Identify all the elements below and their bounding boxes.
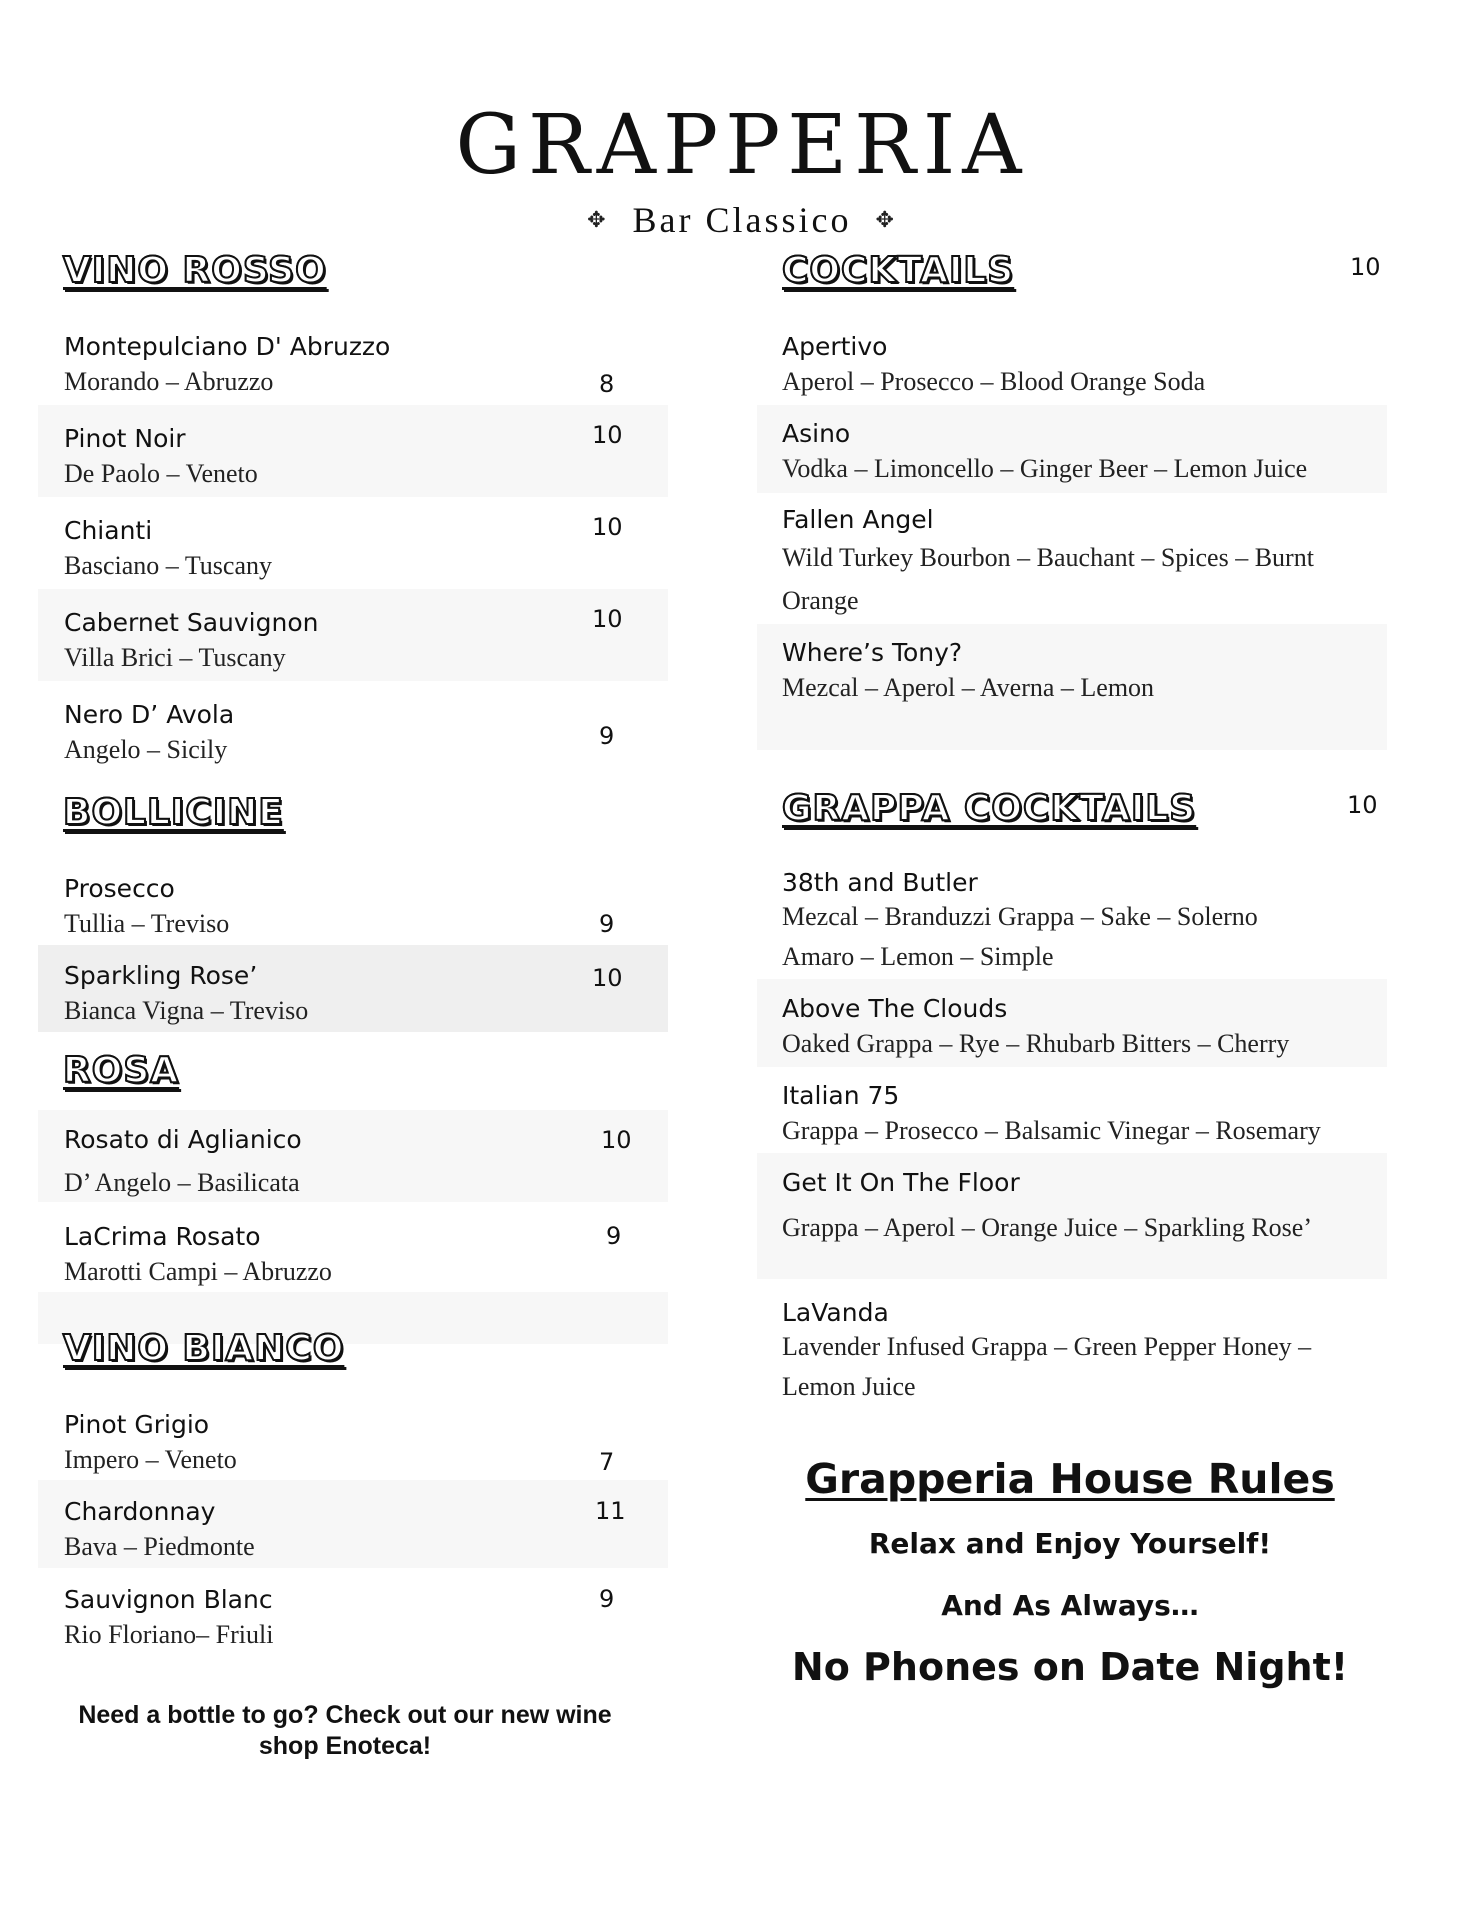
item-price: 9 [599, 722, 615, 750]
item-name: Get It On The Floor [782, 1168, 1020, 1197]
house-rules-line: And As Always… [941, 1589, 1199, 1622]
menu-item [64, 1497, 255, 1562]
menu-item [64, 700, 234, 765]
item-name: Sparkling Rose’ [64, 961, 258, 990]
house-rules-title: Grapperia House Rules [805, 1455, 1335, 1503]
item-ingredients: Lavender Infused Grappa – Green Pepper Honey – Lemon Juice [782, 1332, 1312, 1401]
item-origin: Bava – Piedmonte [64, 1532, 255, 1561]
menu-item [64, 1125, 302, 1198]
menu-item [64, 1585, 273, 1650]
ornament-left-icon: ✥ [587, 207, 609, 232]
wine-shop-note: Need a bottle to go? Check out our new wine shop Enoteca! [78, 1701, 612, 1760]
house-rules-line: Relax and Enjoy Yourself! [868, 1527, 1272, 1560]
house-rules-line: No Phones on Date Night! [791, 1645, 1349, 1689]
item-price: 9 [599, 910, 615, 938]
item-name: Nero D’ Avola [64, 700, 235, 729]
item-origin: Basciano – Tuscany [64, 551, 272, 580]
menu-item [64, 874, 229, 939]
menu-item [64, 1410, 237, 1475]
item-ingredients: Mezcal – Branduzzi Grappa – Sake – Solerno Amaro – Lemon – Simple [782, 902, 1258, 971]
item-ingredients: Aperol – Prosecco – Blood Orange Soda [782, 367, 1206, 396]
item-price: 7 [599, 1448, 615, 1476]
menu-item [782, 994, 1289, 1059]
menu-header [0, 98, 1484, 241]
item-ingredients: Vodka – Limoncello – Ginger Beer – Lemon Juice [782, 454, 1308, 483]
menu-item [64, 516, 272, 581]
menu-item [782, 868, 1282, 977]
item-price: 10 [592, 513, 623, 541]
item-origin: D’ Angelo – Basilicata [64, 1168, 300, 1197]
section-title-grappa-cocktails: GRAPPA COCKTAILS [782, 788, 1197, 829]
item-name: LaVanda [782, 1298, 889, 1327]
item-origin: De Paolo – Veneto [64, 459, 258, 488]
item-price: 10 [601, 1126, 632, 1154]
menu-item [64, 424, 258, 489]
item-price: 11 [595, 1497, 626, 1525]
item-ingredients: Grappa – Prosecco – Balsamic Vinegar – Rosemary [782, 1116, 1321, 1145]
item-name: Pinot Grigio [64, 1410, 210, 1439]
item-name: 38th and Butler [782, 868, 978, 897]
item-name: Asino [782, 419, 851, 448]
item-name: Where’s Tony? [782, 638, 963, 667]
item-name: Italian 75 [782, 1081, 900, 1110]
brand-title: GRAPPERIA [455, 98, 1029, 193]
item-name: Sauvignon Blanc [64, 1585, 273, 1614]
menu-item [782, 1081, 1321, 1146]
section-title-vino-bianco: VINO BIANCO [63, 1328, 345, 1369]
item-price: 10 [592, 964, 623, 992]
ornament-right-icon: ✥ [875, 207, 897, 232]
item-name: Apertivo [782, 332, 888, 361]
menu-item [64, 608, 318, 673]
menu-item [782, 419, 1307, 484]
item-name: Pinot Noir [64, 424, 186, 453]
item-name: Chardonnay [64, 1497, 216, 1526]
item-name: LaCrima Rosato [64, 1222, 261, 1251]
item-price: 9 [606, 1222, 622, 1250]
item-ingredients: Grappa – Aperol – Orange Juice – Sparkling Rose’ [782, 1213, 1312, 1242]
section-price: 10 [1350, 253, 1381, 281]
menu-item [782, 505, 1322, 622]
section-title-rosa: ROSA [63, 1050, 180, 1091]
item-name: Chianti [64, 516, 153, 545]
item-origin: Marotti Campi – Abruzzo [64, 1257, 332, 1286]
item-price: 10 [592, 605, 623, 633]
subtitle-text: Bar Classico [632, 200, 852, 240]
section-title-cocktails: COCKTAILS [782, 250, 1015, 291]
item-origin: Impero – Veneto [64, 1445, 237, 1474]
item-name: Prosecco [64, 874, 175, 903]
section-price: 10 [1347, 791, 1378, 819]
item-origin: Villa Brici – Tuscany [64, 643, 286, 672]
section-title-vino-rosso: VINO ROSSO [63, 250, 327, 291]
item-ingredients: Wild Turkey Bourbon – Bauchant – Spices – Burnt Orange [782, 543, 1314, 615]
item-ingredients: Mezcal – Aperol – Averna – Lemon [782, 673, 1155, 702]
item-origin: Bianca Vigna – Treviso [64, 996, 309, 1025]
section-title-bollicine: BOLLICINE [63, 792, 284, 833]
menu-item [782, 1168, 1312, 1243]
item-ingredients: Oaked Grappa – Rye – Rhubarb Bitters – Cherry [782, 1029, 1290, 1058]
item-origin: Morando – Abruzzo [64, 367, 274, 396]
brand-subtitle [587, 199, 897, 241]
menu-item [64, 332, 390, 397]
menu-item [782, 332, 1205, 397]
item-origin: Angelo – Sicily [64, 735, 228, 764]
item-price: 10 [592, 421, 623, 449]
item-price: 9 [599, 1585, 615, 1613]
menu-item [64, 961, 308, 1026]
item-origin: Tullia – Treviso [64, 909, 230, 938]
menu-item [782, 638, 1154, 703]
item-name: Cabernet Sauvignon [64, 608, 319, 637]
item-name: Montepulciano D' Abruzzo [64, 332, 391, 361]
item-name: Fallen Angel [782, 505, 934, 534]
item-origin: Rio Floriano– Friuli [64, 1620, 274, 1649]
menu-item [64, 1222, 332, 1287]
item-name: Rosato di Aglianico [64, 1125, 302, 1154]
menu-item [782, 1298, 1342, 1407]
item-price: 8 [599, 370, 615, 398]
item-name: Above The Clouds [782, 994, 1008, 1023]
